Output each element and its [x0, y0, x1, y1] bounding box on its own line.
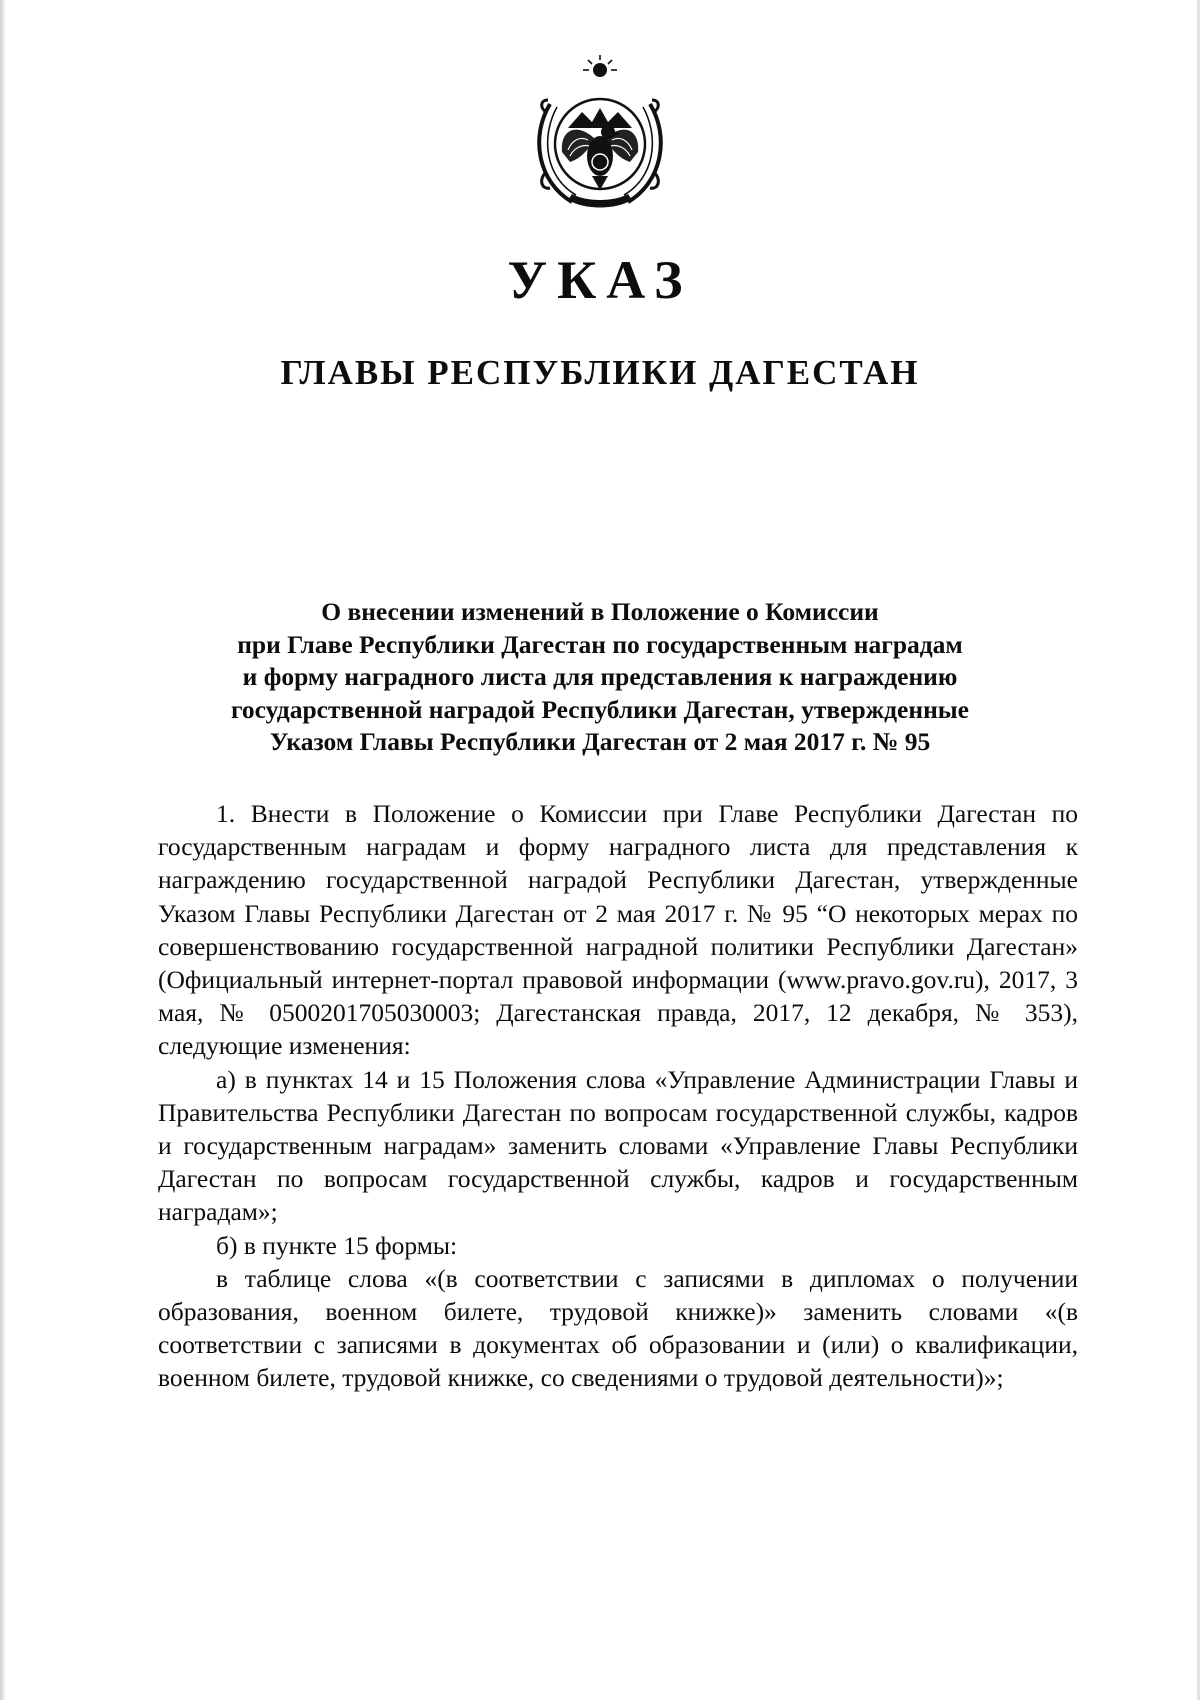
- document-title-line: и форму наградного листа для представления к награждению: [242, 662, 958, 691]
- sun-icon: [583, 55, 617, 77]
- decree-subtitle: ГЛАВЫ РЕСПУБЛИКИ ДАГЕСТАН: [280, 353, 920, 392]
- document-title-line: государственной наградой Республики Дагестан, утвержденные: [230, 694, 969, 724]
- paragraph-1: 1. Внести в Положение о Комиссии при Главе Республики Дагестан по государственным наградам и форму наградного листа для представления к награждению государственной наградой Республики Дагестан, утвержденные Указом Главы Республики Дагестан от 2 мая 2017 г. № 95 “О некоторых мерах по совершенствованию государственной наградной политики Республики Дагестан» (Официальный интернет-портал правовой информации (www.pravo.gov.ru), 2017, 3 мая, № 0500201705030003; Дагестанская правда, 2017, 12 декабря, № 353), следующие изменения:: [158, 799, 1078, 1061]
- document-body: [158, 797, 1078, 1395]
- paragraph-a: а) в пунктах 14 и 15 Положения слова «Управление Администрации Главы и Правительства Республики Дагестан по вопросам государственной службы, кадров и государственным наградам» заменить словами «Управление Главы Республики Дагестан по вопросам государственной службы, кадров и государственным наградам»;: [158, 1064, 1078, 1227]
- decree-title: УКАЗ: [507, 250, 693, 310]
- document-title: [150, 596, 1050, 759]
- paragraph-b: б) в пункте 15 формы:: [216, 1230, 458, 1260]
- coat-of-arms-icon: [510, 52, 690, 220]
- document-title-line: О внесении изменений в Положение о Комиссии: [321, 597, 879, 626]
- document-title-line: при Главе Республики Дагестан по государственным наградам: [237, 629, 963, 659]
- document-title-line: Указом Главы Республики Дагестан от 2 мая 2017 г. № 95: [269, 727, 931, 756]
- paragraph-table-note: в таблице слова «(в соответствии с записями в дипломах о получении образования, военном билете, трудовой книжке)» заменить словами «(в соответствии с записями в документах об образовании и (или) о квалификации, военном билете, трудовой книжке, со сведениями о трудовой деятельности)»;: [158, 1263, 1078, 1393]
